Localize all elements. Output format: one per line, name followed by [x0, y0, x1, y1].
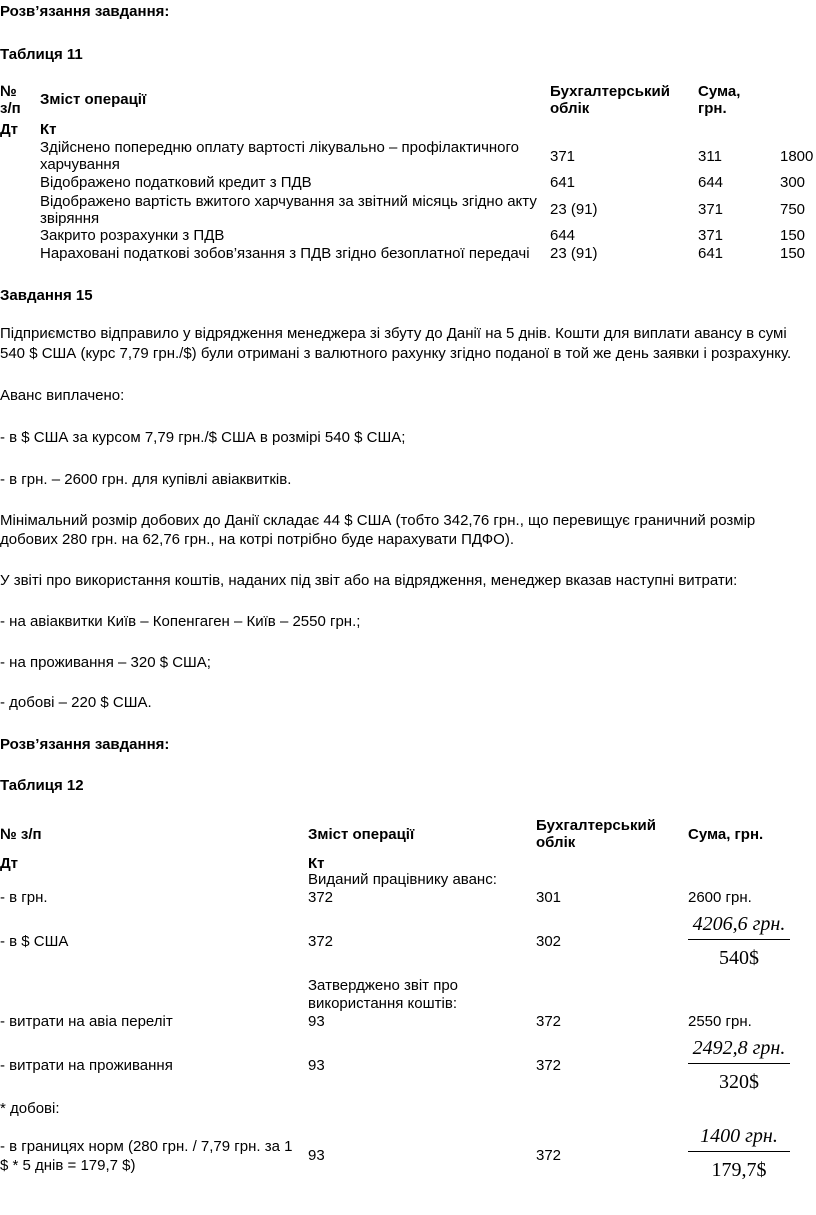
report-label: Затверджено звіт про — [308, 977, 459, 994]
fraction-denominator: 320$ — [719, 1071, 759, 1093]
table-11-header-accounting2: облік — [550, 100, 590, 117]
table-cell: 372 — [536, 1013, 562, 1030]
table-cell: 150 — [780, 245, 806, 262]
table-12-header-num: № з/п — [0, 826, 42, 843]
table-11-header-num2: з/п — [0, 100, 21, 117]
table-cell: 641 — [698, 245, 724, 262]
task-15-paragraph: 540 $ США (курс 7,79 грн./$) були отримані з валютного рахунку згідно поданої в той же день заявки і розрахунку. — [0, 345, 792, 362]
table-cell: 1800 — [780, 148, 814, 165]
table-cell: 641 — [550, 174, 576, 191]
table-12-header-content: Зміст операції — [308, 826, 415, 843]
fraction-amount — [684, 1124, 794, 1182]
table-cell: 750 — [780, 201, 806, 218]
table-cell: 371 — [698, 227, 724, 244]
table-row: Закрито розрахунки з ПДВ — [40, 227, 225, 244]
table-cell: 93 — [308, 1147, 325, 1164]
task-15-paragraph: Підприємство відправило у відрядження менеджера зі збуту до Данії на 5 днів. Кошти для виплати авансу в сумі — [0, 325, 787, 342]
table-cell: 2550 грн. — [688, 1013, 752, 1030]
table-cell: 301 — [536, 889, 562, 906]
table-11-header-sum2: грн. — [698, 100, 727, 117]
task-15-paragraph: - в $ США за курсом 7,79 грн./$ США в розмірі 540 $ США; — [0, 429, 406, 446]
fraction-amount — [684, 1036, 794, 1094]
task-15-paragraph: добових 280 грн. на 62,76 грн., на котрі потрібно буде нарахувати ПДФО). — [0, 531, 514, 548]
table-12-caption: Таблиця 12 — [0, 777, 84, 794]
table-cell: 93 — [308, 1013, 325, 1030]
table-cell: 23 (91) — [550, 201, 598, 218]
daily-label: * добові: — [0, 1100, 60, 1117]
fraction-numerator: 1400 грн. — [700, 1125, 778, 1147]
table-cell: 371 — [550, 148, 576, 165]
task-15-paragraph: Мінімальний розмір добових до Данії складає 44 $ США (тобто 342,76 грн., що перевищує граничний розмір — [0, 512, 756, 529]
table-row: Відображено вартість вжитого харчування за звітний місяць згідно акту — [40, 193, 537, 210]
task-15-paragraph: У звіті про використання коштів, наданих під звіт або на відрядження, менеджер вказав наступні витрати: — [0, 572, 738, 589]
table-cell: 372 — [536, 1057, 562, 1074]
table-cell: 372 — [308, 933, 334, 950]
fraction-line — [688, 939, 790, 940]
fraction-line — [688, 1063, 790, 1064]
table-cell: звіряння — [40, 210, 100, 227]
task-15-paragraph: - добові – 220 $ США. — [0, 694, 152, 711]
fraction-denominator: 540$ — [719, 947, 759, 969]
table-12-header-accounting2: облік — [536, 834, 576, 851]
table-cell: 23 (91) — [550, 245, 598, 262]
advance-label: Виданий працівнику аванс: — [308, 871, 497, 888]
table-cell: 93 — [308, 1057, 325, 1074]
table-cell: харчування — [40, 156, 120, 173]
fraction-denominator: 179,7$ — [711, 1159, 767, 1181]
table-row: Здійснено попередню оплату вартості лікувально – профілактичного — [40, 139, 519, 156]
task-15-paragraph: Аванс виплачено: — [0, 387, 125, 404]
table-cell: 311 — [698, 148, 722, 165]
fraction-numerator: 4206,6 грн. — [692, 913, 786, 935]
table-cell: 371 — [698, 201, 724, 218]
table-row: Нараховані податкові зобов’язання з ПДВ згідно безоплатної передачі — [40, 245, 530, 262]
table-row: - в $ США — [0, 933, 69, 950]
table-row: Відображено податковий кредит з ПДВ — [40, 174, 312, 191]
table-11-header-kt: Кт — [40, 121, 57, 138]
table-cell: 150 — [780, 227, 806, 244]
table-11-header-accounting: Бухгалтерський — [550, 83, 670, 100]
table-cell: 372 — [308, 889, 334, 906]
table-row: - в грн. — [0, 889, 48, 906]
table-12-header-accounting: Бухгалтерський — [536, 817, 656, 834]
table-cell: $ * 5 днів = 179,7 $) — [0, 1157, 136, 1174]
table-11-header-dt: Дт — [0, 121, 19, 138]
table-11-header-num: № — [0, 83, 17, 100]
fraction-numerator: 2492,8 грн. — [692, 1037, 786, 1059]
table-cell: 372 — [536, 1147, 562, 1164]
task-15-title: Завдання 15 — [0, 287, 93, 304]
table-12-header-kt: Кт — [308, 855, 325, 872]
table-row: - витрати на авіа переліт — [0, 1013, 173, 1030]
table-12-header-dt: Дт — [0, 855, 19, 872]
fraction-line — [688, 1151, 790, 1152]
table-row: - витрати на проживання — [0, 1057, 173, 1074]
table-11-header-content: Зміст операції — [40, 91, 147, 108]
task-15-paragraph: - на проживання – 320 $ США; — [0, 654, 211, 671]
task-15-paragraph: - на авіаквитки Київ – Копенгаген – Київ – 2550 грн.; — [0, 613, 361, 630]
fraction-amount — [684, 912, 794, 970]
table-11-header-sum: Сума, — [698, 83, 741, 100]
task-15-paragraph: - в грн. – 2600 грн. для купівлі авіаквитків. — [0, 471, 292, 488]
table-cell: 644 — [550, 227, 576, 244]
table-row: - в границях норм (280 грн. / 7,79 грн. за 1 — [0, 1138, 293, 1155]
report-label: використання коштів: — [308, 995, 457, 1012]
table-cell: 300 — [780, 174, 806, 191]
table-cell: 302 — [536, 933, 562, 950]
solution-heading: Розв’язання завдання: — [0, 3, 170, 20]
table-cell: 644 — [698, 174, 724, 191]
table-11-caption: Таблиця 11 — [0, 46, 83, 63]
table-12-header-sum: Сума, грн. — [688, 826, 764, 843]
solution-heading-2: Розв’язання завдання: — [0, 736, 170, 753]
table-cell: 2600 грн. — [688, 889, 752, 906]
